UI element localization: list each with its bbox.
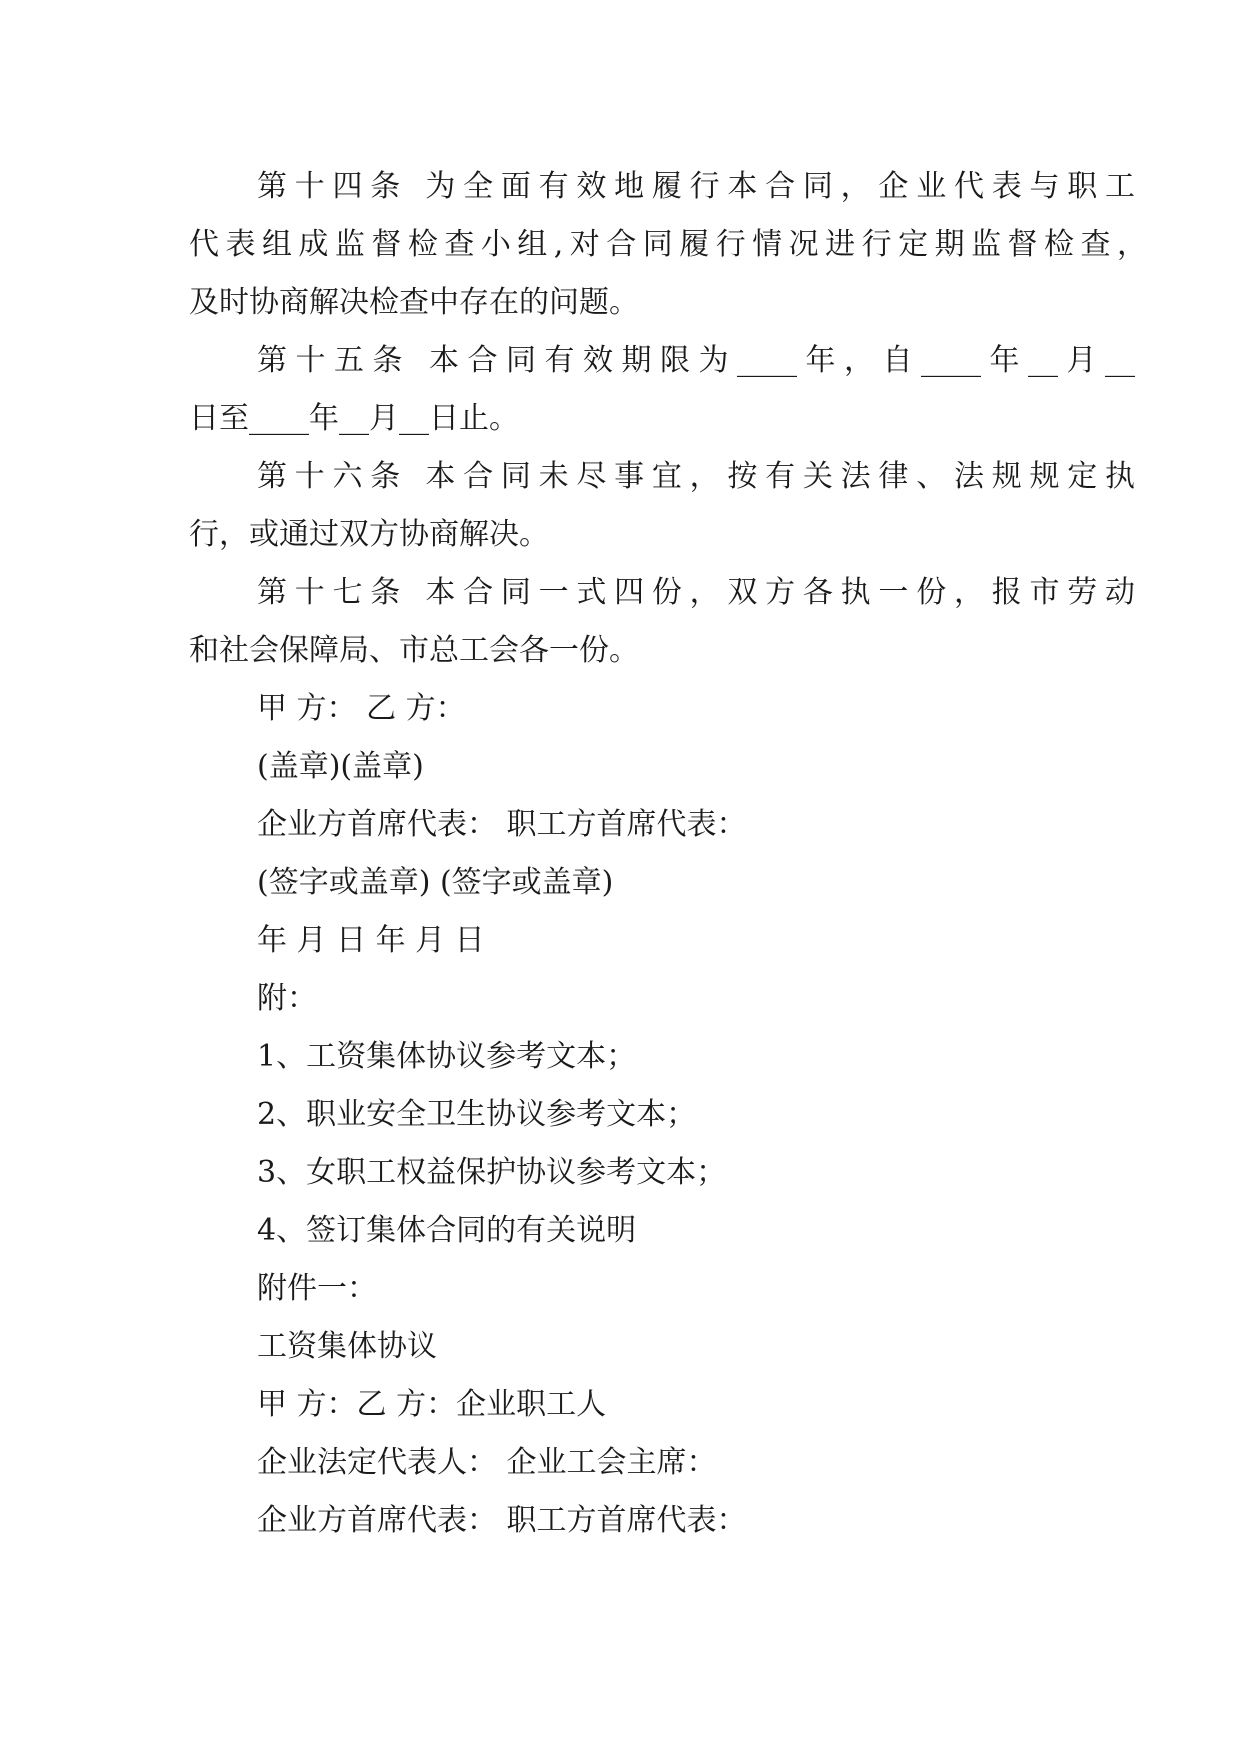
appendix-heading: 附：	[257, 981, 317, 1016]
signature-labels: (签字或盖章) (签字或盖章)	[257, 865, 614, 900]
party-labels: 甲 方： 乙 方：	[257, 691, 466, 726]
article-15-line-2: 日至____年__月__日止。	[189, 401, 519, 436]
appendix-item-2: 2、职业安全卫生协议参考文本；	[257, 1097, 697, 1132]
chief-representative-labels: 企业方首席代表： 职工方首席代表：	[257, 807, 747, 842]
appendix-item-1: 1、工资集体协议参考文本；	[257, 1039, 637, 1074]
appendix-item-3: 3、女职工权益保护协议参考文本；	[257, 1155, 727, 1190]
article-16-line-1: 第十六条 本合同未尽事宜，按有关法律、法规规定执	[257, 459, 1135, 494]
article-17-line-1: 第十七条 本合同一式四份，双方各执一份，报市劳动	[257, 575, 1135, 610]
article-17-line-2: 和社会保障局、市总工会各一份。	[189, 633, 639, 668]
article-16-line-2: 行，或通过双方协商解决。	[189, 517, 549, 552]
attachment-title: 工资集体协议	[257, 1329, 437, 1364]
article-15-line-1: 第十五条 本合同有效期限为____年，自____年__月__	[257, 343, 1135, 378]
article-14-line-2: 代表组成监督检查小组,对合同履行情况进行定期监督检查，	[189, 227, 1147, 262]
seal-labels: (盖章)(盖章)	[257, 749, 424, 784]
attachment-one-heading: 附件一：	[257, 1271, 377, 1306]
attachment-party-labels: 甲 方：乙 方：企业职工人	[257, 1387, 607, 1422]
appendix-item-4: 4、签订集体合同的有关说明	[257, 1213, 637, 1248]
legal-representative-labels: 企业法定代表人： 企业工会主席：	[257, 1445, 717, 1480]
article-14-line-3: 及时协商解决检查中存在的问题。	[189, 285, 639, 320]
date-labels: 年 月 日 年 月 日	[257, 923, 485, 958]
article-14-line-1: 第十四条 为全面有效地履行本合同，企业代表与职工	[257, 169, 1135, 204]
attachment-chief-representative-labels: 企业方首席代表： 职工方首席代表：	[257, 1503, 747, 1538]
